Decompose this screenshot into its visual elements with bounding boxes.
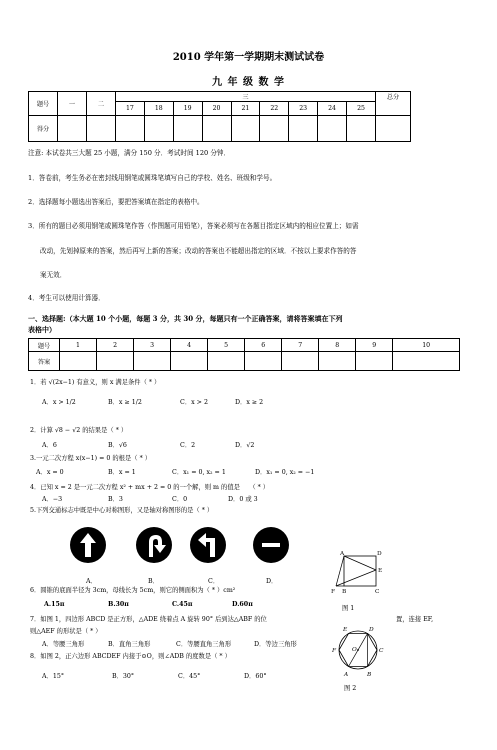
note-3c: 案无效． [40, 271, 67, 279]
answer-cell[interactable] [319, 352, 356, 371]
score-cell[interactable] [376, 116, 411, 142]
note-3b: 改动，先划掉原来的答案，然后再写上新的答案；改动的答案也不能超出指定的区域．不按以上要求作答的答 [40, 247, 357, 255]
q2-option-b: B．√6 [108, 442, 127, 449]
figure-2-hexagon-diagram [326, 620, 390, 682]
q2-option-a: A．6 [42, 442, 57, 449]
question-7-cont: 置，连接 EF, [396, 616, 434, 623]
q7-option-d: D．等边三角形 [254, 641, 297, 648]
question-7-line2: 则△AEF 的形状是（ * ） [30, 628, 102, 635]
answer-cell[interactable] [356, 352, 393, 371]
question-5: 5.下列交通标志中既是中心对称图形，又是轴对称图形的是（ * ） [30, 507, 214, 514]
answer-cell[interactable] [60, 352, 97, 371]
answer-number: 7 [282, 339, 319, 352]
fig1-label-d: D [377, 551, 382, 557]
q1-option-d: D．x ≥ 2 [235, 399, 264, 406]
q6-option-c: C.45π [172, 601, 193, 608]
fig1-label-c: C [375, 589, 380, 595]
note-4: 4．考生可以使用计算器． [28, 294, 105, 302]
score-cell[interactable] [260, 116, 289, 142]
figure-1-square-diagram [330, 548, 390, 596]
score-cell[interactable] [318, 116, 347, 142]
figure-1-caption: 图 1 [342, 605, 355, 612]
fig2-label-d: D [369, 627, 374, 633]
q1-option-c: C．x > 2 [180, 399, 208, 406]
answer-number: 4 [171, 339, 208, 352]
q4-option-b: B．3 [108, 496, 123, 503]
q4-option-c: C．0 [172, 496, 188, 503]
answer-cell[interactable] [393, 352, 460, 371]
fig1-label-e: E [378, 568, 383, 574]
q8-option-b: B．30° [112, 673, 135, 680]
question-7: 7．如图 1，四边形 ABCD 是正方形，△ADE 绕着点 A 旋转 90° 后到达△ABF 的位 [30, 616, 267, 623]
fig1-line-ae [344, 556, 376, 570]
traffic-sign-up-arrow-icon [70, 527, 106, 563]
answer-number: 5 [208, 339, 245, 352]
q5-option-a: A． [86, 578, 97, 585]
fig1-square [344, 556, 376, 586]
fig1-label-b: B [342, 589, 347, 595]
score-number: 24 [318, 102, 347, 116]
answer-number: 1 [60, 339, 97, 352]
fig2-label-f: F [332, 648, 337, 654]
score-number: 23 [289, 102, 318, 116]
question-8: 8．如图 2，正六边形 ABCDEF 内接于⊙O，则∠ADB 的度数是（ * ） [30, 653, 231, 660]
fig2-label-b: B [367, 672, 372, 678]
q3-option-b: B．x = 1 [108, 469, 136, 476]
answer-cell[interactable] [134, 352, 171, 371]
score-number: 25 [347, 102, 376, 116]
question-1: 1．若 √(2x−1) 有意义，则 x 满足条件（ * ） [30, 379, 161, 386]
answer-number: 10 [393, 339, 460, 352]
score-number: 21 [231, 102, 260, 116]
notes-intro: 注意: 本试卷共三大题 25 小题，满分 150 分．考试时间 120 分钟． [28, 149, 231, 157]
score-head-label: 题号 [29, 92, 58, 116]
q6-option-a: A.15π [44, 601, 65, 608]
fig1-line-fe [336, 570, 376, 586]
q7-option-a: A．等腰三角形 [42, 641, 85, 648]
score-cell[interactable] [173, 116, 202, 142]
score-col-1: 一 [58, 92, 87, 116]
section1-heading-cont: 表格中） [28, 325, 56, 334]
answer-cell[interactable] [282, 352, 319, 371]
answer-cell[interactable] [97, 352, 134, 371]
score-table [28, 91, 411, 142]
question-6: 6．圆锥的底面半径为 3cm，母线长为 5cm，则它的侧面积为（ * ）cm² [30, 587, 236, 594]
traffic-sign-left-turn-icon [190, 527, 226, 563]
q7-option-c: C．等腰直角三角形 [176, 641, 232, 648]
score-number: 18 [144, 102, 173, 116]
answer-cell[interactable] [208, 352, 245, 371]
q3-option-d: D．x₁ = 0, x₂ = −1 [255, 469, 315, 476]
fig1-line-af [336, 556, 344, 586]
score-cell[interactable] [202, 116, 231, 142]
answer-cell[interactable] [245, 352, 282, 371]
score-number: 22 [260, 102, 289, 116]
score-number: 19 [173, 102, 202, 116]
q5-option-c: C． [208, 578, 220, 585]
question-3: 3.一元二次方程 x(x−1) = 0 的根是（ * ） [30, 455, 152, 462]
q4-option-a: A．−3 [42, 496, 63, 503]
score-total: 总分 [376, 92, 411, 116]
score-cell[interactable] [87, 116, 116, 142]
score-row-label: 得分 [29, 116, 58, 142]
q1-option-b: B．x ≥ 1/2 [108, 399, 142, 406]
figure-2-caption: 图 2 [344, 685, 357, 692]
q8-option-d: D．60° [244, 673, 267, 680]
score-cell[interactable] [289, 116, 318, 142]
score-cell[interactable] [347, 116, 376, 142]
traffic-sign-u-turn-icon [136, 527, 172, 563]
section1-heading: 一、选择题:（本大题 10 个小题，每题 3 分，共 30 分，每题只有一个正确答案，请将答案填在下列 [28, 314, 343, 323]
answer-number: 6 [245, 339, 282, 352]
q5-option-d: D． [266, 578, 278, 585]
exam-title: 2010 学年第一学期期末测试试卷 [172, 52, 325, 63]
fig2-center-point [357, 649, 359, 651]
q2-option-d: D．√2 [235, 442, 255, 449]
answer-row-label: 答案 [29, 352, 60, 371]
q4-option-d: D．0 或 3 [228, 496, 258, 503]
q6-option-d: D.60π [232, 601, 253, 608]
note-2: 2．选择题每小题选出答案后，要把答案填在指定的表格中。 [28, 198, 204, 206]
fig1-label-f: F [331, 589, 336, 595]
answer-number: 2 [97, 339, 134, 352]
answer-table [28, 338, 460, 371]
q3-option-c: C．x₁ = 0, x₂ = 1 [172, 469, 226, 476]
q8-option-c: C．45° [178, 673, 201, 680]
score-number: 17 [116, 102, 145, 116]
question-2: 2．计算 √8 − √2 的结果是（ * ） [30, 427, 128, 434]
answer-cell[interactable] [171, 352, 208, 371]
answer-number: 9 [356, 339, 393, 352]
q2-option-c: C．2 [180, 442, 196, 449]
score-cell[interactable] [58, 116, 87, 142]
score-col-2: 二 [87, 92, 116, 116]
q8-option-a: A．15° [42, 673, 65, 680]
score-cell[interactable] [231, 116, 260, 142]
score-number: 20 [202, 102, 231, 116]
fig2-label-e: E [343, 627, 348, 633]
answer-head-label: 题号 [29, 339, 60, 352]
q1-option-a: A．x > 1/2 [42, 399, 76, 406]
note-1: 1．答卷前，考生务必在密封线用钢笔或圆珠笔填写自己的学校、姓名、班级和学号。 [28, 174, 277, 182]
exam-subtitle: 九 年 级 数 学 [212, 77, 285, 88]
score-cell[interactable] [116, 116, 145, 142]
q6-option-b: B.30π [108, 601, 129, 608]
fig2-label-a: A [344, 672, 349, 678]
answer-number: 8 [319, 339, 356, 352]
q5-option-b: B． [148, 578, 159, 585]
fig2-label-c: C [379, 648, 384, 654]
q7-option-b: B．直角三角形 [108, 641, 151, 648]
fig1-label-a: A [340, 551, 345, 557]
score-col-3: 三 [116, 92, 376, 102]
score-cell[interactable] [144, 116, 173, 142]
fig2-label-o: O [352, 647, 357, 653]
traffic-sign-no-entry-icon [253, 527, 289, 563]
question-4: 4．已知 x = 2 是一元二次方程 x² + mx + 2 = 0 的一个解，则 m 的值是 （ * ） [30, 484, 270, 491]
note-3a: 3．所有的题目必须用钢笔或圆珠笔作答（作图题可用铅笔），答案必须写在各题目指定区域内的相应位置上；如需 [28, 222, 359, 230]
answer-number: 3 [134, 339, 171, 352]
q3-option-a: A．x = 0 [36, 469, 64, 476]
